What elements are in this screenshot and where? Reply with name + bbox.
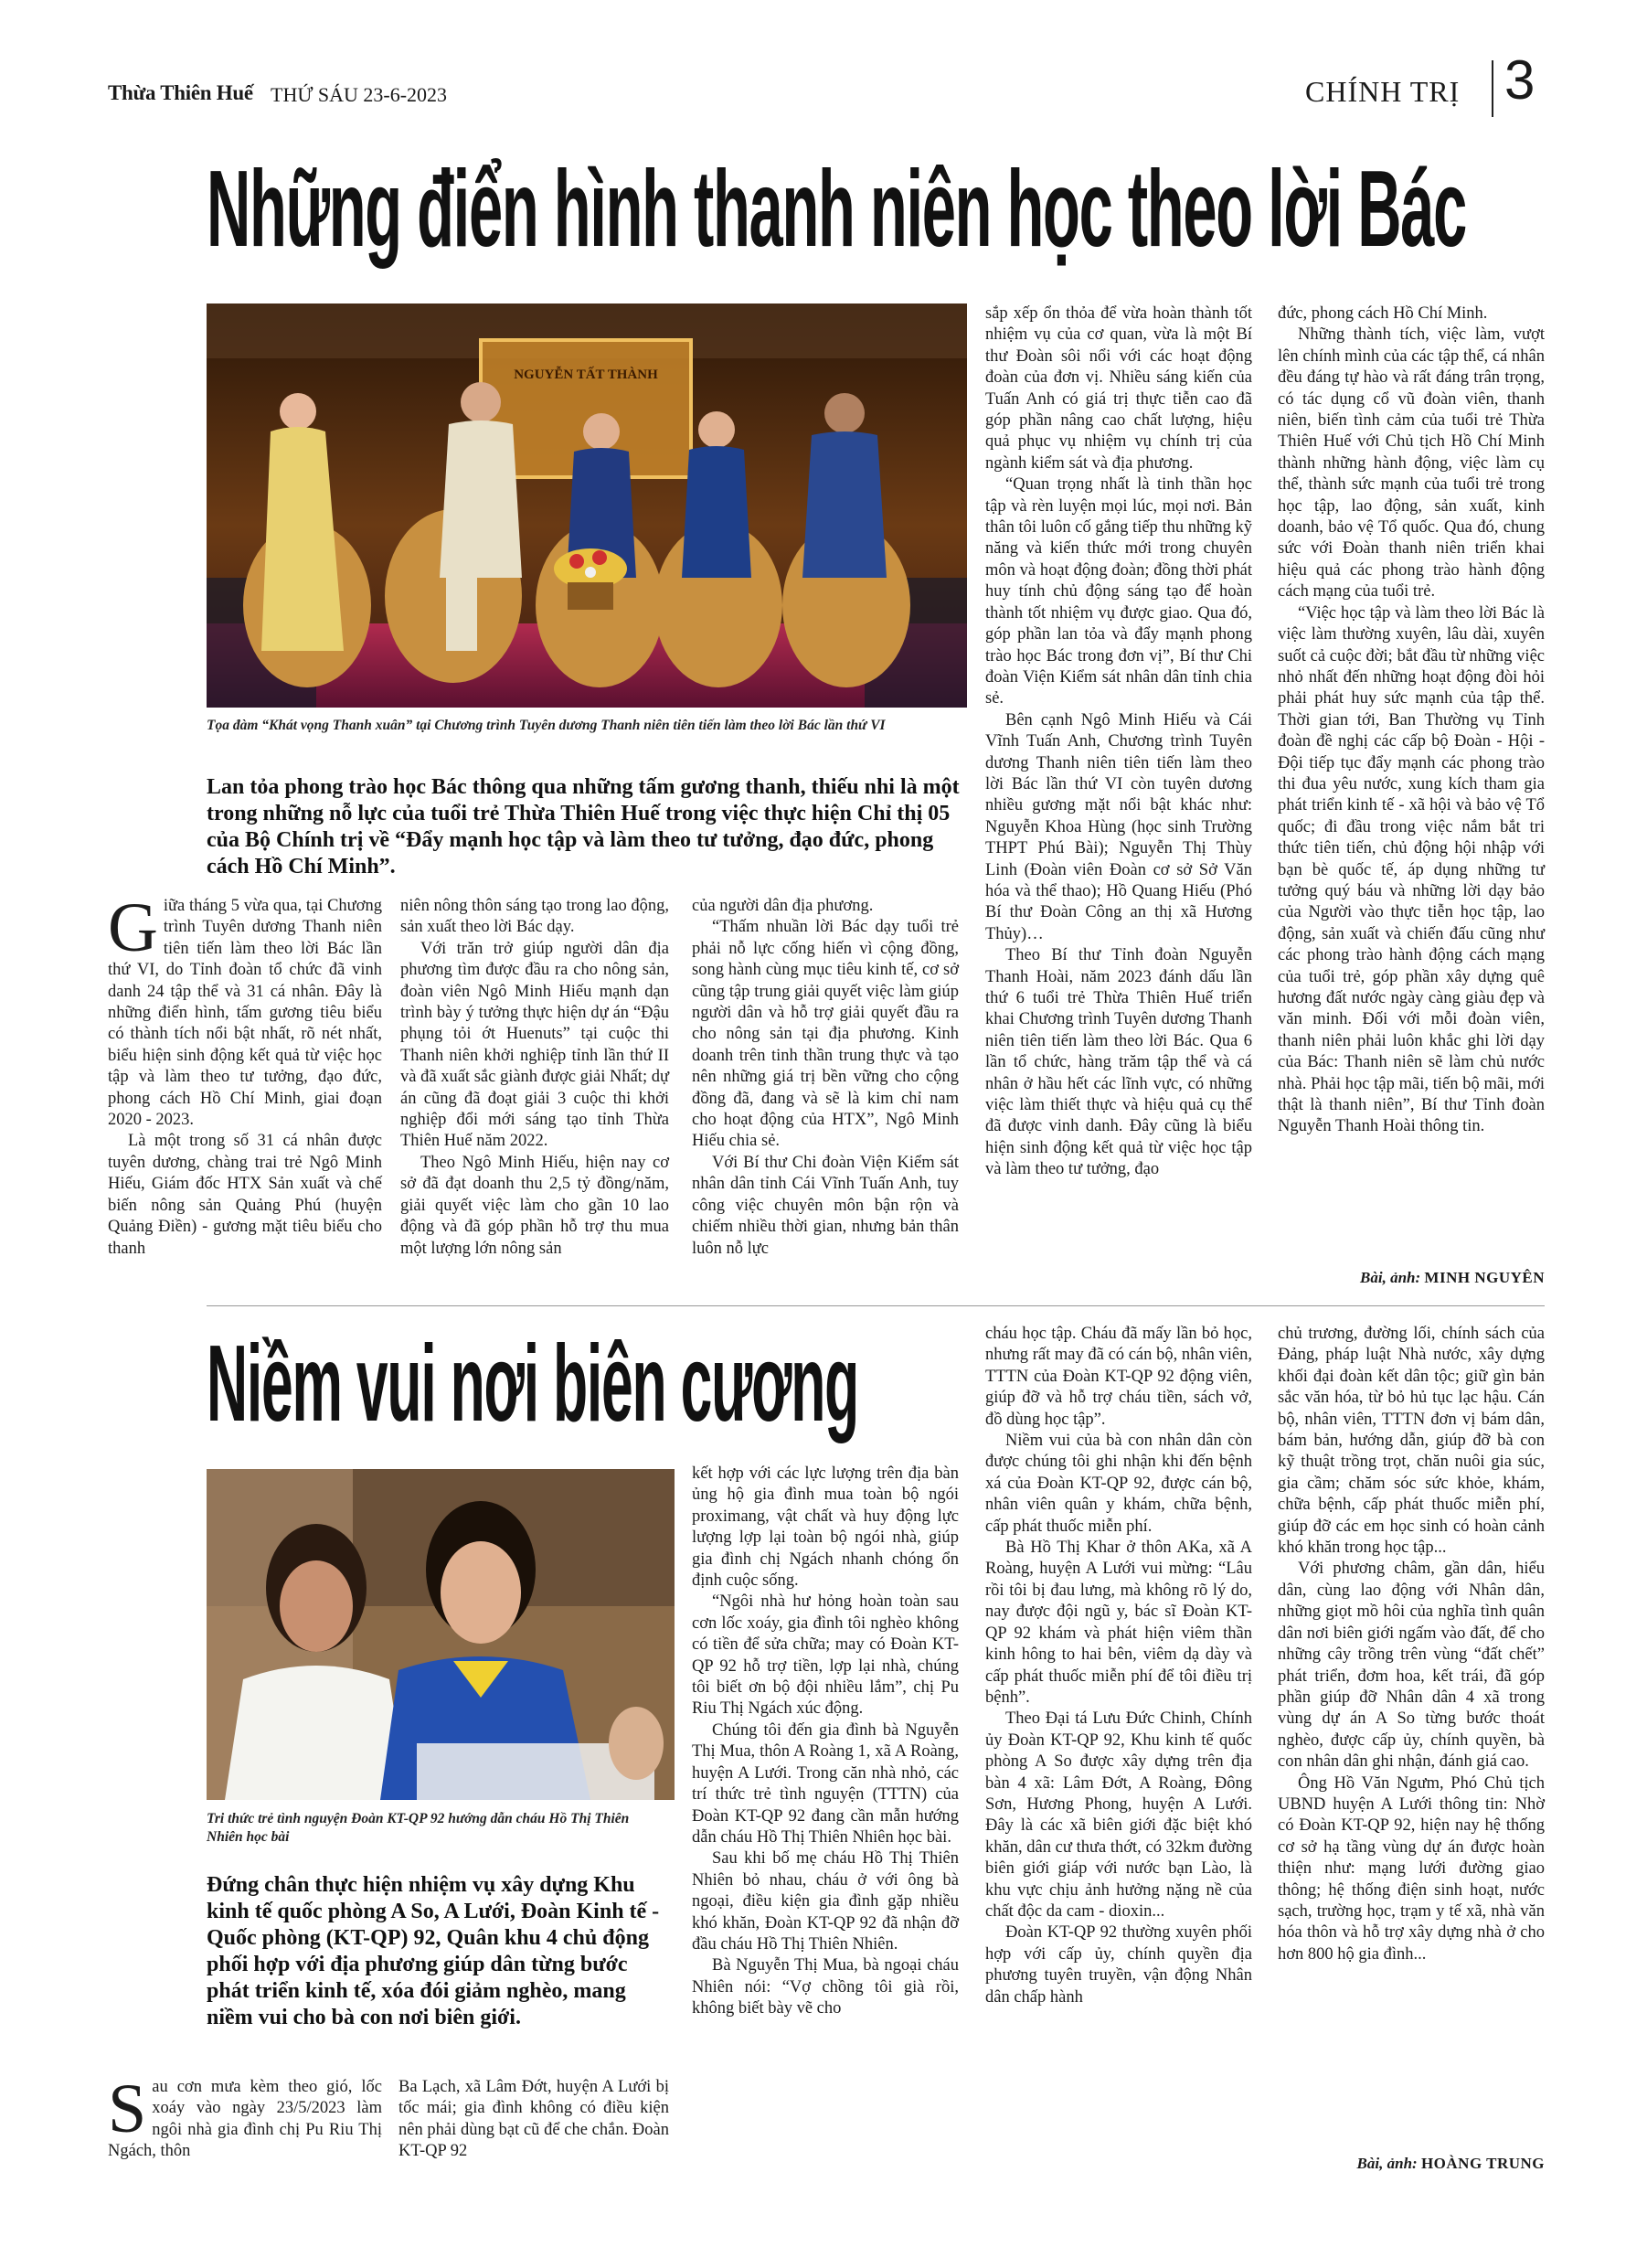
- article1-paragraph: Những thành tích, việc làm, vượt lên chính mình của các tập thể, cá nhân đều đáng tự hào và rất đáng trân trọng, có tác dụng cổ vũ đoàn viên, thanh niên, biến tình cảm của tuổi trẻ Thừa Thiên Huế với Chủ tịch Hồ Chí Minh thành những hành động, việc làm cụ thể, thành sức mạnh của tuổi trẻ trong học tập, lao động, sản xuất, kinh doanh, bảo vệ Tổ quốc. Qua đó, chung sức với Đoàn thanh niên triển khai hiệu quả các phong trào hành động cách mạng của tuổi trẻ.: [1278, 325, 1545, 602]
- article2-paragraph: Ba Lạch, xã Lâm Đớt, huyện A Lưới bị tốc mái; gia đình không có điều kiện nên phải dùng bạt cũ để che chắn. Đoàn KT-QP 92: [398, 2078, 669, 2161]
- article2-column-4: [985, 1324, 1252, 2008]
- article2-paragraph: chủ trương, đường lối, chính sách của Đảng, pháp luật Nhà nước, xây dựng khối đại đoàn kết dân tộc; giữ gìn bản sắc văn hóa, từ bỏ hủ tục lạc hậu. Cán bộ, nhân viên, TTTN đơn vị bám dân, bám bản, hướng dẫn, giúp đỡ bà con kỹ thuật trồng trọt, chăn nuôi gia súc, gia cầm; chăm sóc sức khỏe, khám, chữa bệnh, cấp phát thuốc miễn phí, giúp đỡ các em học sinh có hoàn cảnh khó khăn trong học tập...: [1278, 1325, 1545, 1558]
- photo-sign-text: NGUYỄN TẤT THÀNH: [514, 367, 658, 382]
- article2-paragraph: Chúng tôi đến gia đình bà Nguyễn Thị Mua, thôn A Roàng 1, xã A Roàng, huyện A Lưới. Trong căn nhà nhỏ, các trí thức trẻ tình nguyện (TTTN) của Đoàn KT-QP 92 đang cần mẫn hướng dẫn cháu Hồ Thị Thiên Nhiên học bài.: [692, 1720, 959, 1847]
- article1-paragraph: Theo Bí thư Tỉnh đoàn Nguyễn Thanh Hoài, năm 2023 đánh dấu lần thứ 6 tuổi trẻ Thừa Thiên Huế triển khai Chương trình Tuyên dương Thanh niên tiên tiến làm theo lời Bác. Qua 6 lần tổ chức, hàng trăm tập thể và cá nhân ở hầu hết các lĩnh vực, có những việc làm thiết thực và hiệu quả cụ thể đã được vinh danh. Đây cũng là biểu hiện sinh động kết quả từ việc học tập và làm theo tư tưởng, đạo: [985, 946, 1252, 1179]
- article2-paragraph: Đoàn KT-QP 92 thường xuyên phối hợp với cấp ủy, chính quyền địa phương tuyên truyền, vận động Nhân dân chấp hành: [985, 1923, 1252, 2007]
- article2-paragraph: au cơn mưa kèm theo gió, lốc xoáy vào ngày 23/5/2023 làm ngôi nhà gia đình chị Pu Riu Thị Ngách, thôn: [108, 2078, 382, 2161]
- issue-date: THỨ SÁU 23-6-2023: [271, 83, 448, 106]
- article1-dropcap: G: [108, 889, 158, 966]
- article2-column-2: [398, 2077, 669, 2163]
- article1-paragraph: Với Bí thư Chi đoàn Viện Kiểm sát nhân dân tỉnh Cái Vĩnh Tuấn Anh, tuy công việc chuyên môn bận rộn và chiếm nhiều thời gian, nhưng bản thân luôn nỗ lực: [692, 1153, 959, 1258]
- article2-paragraph: Sau khi bố mẹ cháu Hồ Thị Thiên Nhiên bỏ nhau, cháu ở với ông bà ngoại, điều kiện gia đình gặp nhiều khó khăn, Đoàn KT-QP 92 đã nhận đỡ đầu cháu Hồ Thị Thiên Nhiên.: [692, 1849, 959, 1954]
- article1-column-4: [985, 303, 1252, 1181]
- article1-column-2: [400, 896, 669, 1260]
- article1-headline: Những điển hình thanh niên học theo lời Bác: [207, 149, 1467, 271]
- article1-paragraph: của người dân địa phương.: [692, 897, 874, 915]
- article1-paragraph: sắp xếp ổn thỏa để vừa hoàn thành tốt nhiệm vụ của cơ quan, vừa là một Bí thư Đoàn sôi nổi với các hoạt động đoàn của đơn vị. Nhiều sáng kiến của Tuấn Anh có giá trị thực tiễn cao đã góp phần nâng cao chất lượng, hiệu quả phục vụ nhiệm vụ chính trị của ngành kiểm sát và địa phương.: [985, 304, 1252, 473]
- article2-paragraph: Theo Đại tá Lưu Đức Chinh, Chính ủy Đoàn KT-QP 92, Khu kinh tế quốc phòng A So được xây dựng trên địa bàn 4 xã: Lâm Đớt, A Roàng, Đông Sơn, Hương Phong, huyện A Lưới. Đây là các xã biên giới đặc biệt khó khăn, dân cư thưa thớt, có 32km đường biên giới giáp với nước bạn Lào, là khu vực chịu ảnh hưởng nặng nề của chất độc da cam - dioxin...: [985, 1709, 1252, 1921]
- header-divider: [1492, 60, 1493, 117]
- article1-paragraph: niên nông thôn sáng tạo trong lao động, sản xuất theo lời Bác dạy.: [400, 897, 669, 937]
- article1-column-3: [692, 896, 959, 1260]
- article1-paragraph: Theo Ngô Minh Hiếu, hiện nay cơ sở đã đạt doanh thu 2,5 tỷ đồng/năm, giải quyết việc làm cho gần 10 lao động và đã góp phần hỗ trợ thu mua một lượng lớn nông sản: [400, 1153, 669, 1258]
- article1-column-1: [108, 889, 382, 1260]
- article1-photo: [207, 303, 967, 708]
- article1-lead: Lan tỏa phong trào học Bác thông qua những tấm gương thanh, thiếu nhi là một trong những nỗ lực của tuổi trẻ Thừa Thiên Huế trong việc thực hiện Chỉ thị 05 của Bộ Chính trị về “Đẩy mạnh học tập và làm theo tư tưởng, đạo đức, phong cách Hồ Chí Minh”.: [207, 775, 960, 878]
- article1-photo-caption: Tọa đàm “Khát vọng Thanh xuân” tại Chương trình Tuyên dương Thanh niên tiên tiến làm theo lời Bác lần thứ VI: [207, 718, 886, 733]
- article2-paragraph: Bà Nguyễn Thị Mua, bà ngoại cháu Nhiên nói: “Vợ chồng tôi già rồi, không biết bày vẽ cho: [692, 1956, 959, 2018]
- article1-paragraph: “Quan trọng nhất là tinh thần học tập và rèn luyện mọi lúc, mọi nơi. Bản thân tôi luôn cố gắng tiếp thu những kỹ năng và kiến thức mới trong chuyên môn và hoạt động đoàn; đồng thời phát huy tính chủ động sáng tạo để hoàn thành tốt nhiệm vụ được giao. Qua đó, góp phần lan tỏa và đẩy mạnh phong trào học Bác trong đơn vị”, Bí thư Chi đoàn Viện Kiểm sát nhân dân tỉnh chia sẻ.: [985, 475, 1252, 708]
- article2-paragraph: Bà Hồ Thị Khar ở thôn AKa, xã A Roàng, huyện A Lưới vui mừng: “Lâu rồi tôi bị đau lưng, mà không rõ lý do, nay được đội ngũ y, bác sĩ Đoàn KT-QP 92 khám và phát hiện viêm thần kinh hông to hai bên, viêm dạ dày và cấp phát thuốc miễn phí để tôi điều trị bệnh”.: [985, 1539, 1252, 1707]
- article2-byline: [1278, 2155, 1545, 2173]
- article2-photo-caption: Tri thức trẻ tình nguyện Đoàn KT-QP 92 hướng dẫn cháu Hồ Thị Thiên Nhiên học bài: [207, 1811, 630, 1845]
- article1-paragraph: “Thấm nhuần lời Bác dạy tuổi trẻ phải nỗ lực cống hiến vì cộng đồng, song hành cùng mục tiêu kinh tế, cơ sở cũng tập trung giải quyết việc làm giúp người dân và hỗ trợ giải quyết đầu ra cho nông sản tại địa phương. Kinh doanh trên tinh thần trung thực và tạo nên những giá trị bền vững cho cộng đồng đã, đang và sẽ là kim chỉ nam cho hoạt động của HTX”, Ngô Minh Hiếu chia sẻ.: [692, 918, 959, 1151]
- article2-paragraph: Niềm vui của bà con nhân dân còn được chúng tôi ghi nhận khi đến bệnh xá của Đoàn KT-QP 92, được cán bộ, nhân viên quân y khám, chữa bệnh, cấp phát thuốc miễn phí.: [985, 1432, 1252, 1536]
- byline-author: HOÀNG TRUNG: [1420, 2155, 1545, 2172]
- byline-label: Bài, ảnh:: [1356, 2155, 1418, 2172]
- article1-byline: [1278, 1269, 1545, 1287]
- page-number: 3: [1504, 49, 1535, 111]
- article2-paragraph: kết hợp với các lực lượng trên địa bàn ủng hộ gia đình mua toàn bộ ngói proximang, vật chất và huy động lực lượng lợp lại toàn bộ ngói nhà, giúp gia đình chị Ngách nhanh chóng ổn định cuộc sống.: [692, 1464, 959, 1591]
- article1-column-5: [1278, 303, 1545, 1138]
- tutoring-photo-illustration: [207, 1469, 675, 1800]
- article2-column-3: [692, 1464, 959, 2020]
- article1-paragraph: đức, phong cách Hồ Chí Minh.: [1278, 304, 1488, 323]
- article1-paragraph: iữa tháng 5 vừa qua, tại Chương trình Tuyên dương Thanh niên tiên tiến làm theo lời Bác lần thứ VI, do Tỉnh đoàn tổ chức đã vinh danh 24 tập thể và 31 cá nhân. Đây là những điển hình, tấm gương tiêu biểu có thành tích nổi bật nhất, rõ nét nhất, biểu hiện sinh động kết quả từ việc học tập và làm theo tư tưởng, đạo đức, phong cách Hồ Chí Minh, giai đoạn 2020 - 2023.: [108, 897, 382, 1130]
- article1-paragraph: “Việc học tập và làm theo lời Bác là việc làm thường xuyên, lâu dài, xuyên suốt cả cuộc đời; bắt đầu từ những việc nhỏ nhất đến những hoạt động đòi hỏi phải phát huy sức mạnh của tập thể. Thời gian tới, Ban Thường vụ Tỉnh đoàn đề nghị các cấp bộ Đoàn - Hội - Đội tiếp tục đẩy mạnh các phong trào thi đua yêu nước, xung kích tham gia phát triển kinh tế - xã hội và bảo vệ Tổ quốc; đi đầu trong việc nắm bắt tri thức tiên tiến, chủ động hội nhập với bạn bè quốc tế, áp dụng những tư tưởng quý báu và những lời dạy bảo của Người vào thực tiễn học tập, lao động, sản xuất và chiến đấu cũng như các phong trào hành động cách mạng của tuổi trẻ, góp phần xây dựng quê hương đất nước ngày càng giàu đẹp và văn minh. Đối với mỗi đoàn viên, thanh niên phải luôn khắc ghi lời dạy của Bác: Thanh niên sẽ làm chủ nước nhà. Phải học tập mãi, tiến bộ mãi, mới thật là thanh niên”, Bí thư Tỉnh đoàn Nguyễn Thanh Hoài thông tin.: [1278, 603, 1545, 1136]
- article1-paragraph: Là một trong số 31 cá nhân được tuyên dương, chàng trai trẻ Ngô Minh Hiếu, Giám đốc HTX Sản xuất và chế biến nông sản Quảng Phú (huyện Quảng Điền) - gương mặt tiêu biểu cho thanh: [108, 1132, 382, 1258]
- newspaper-name: Thừa Thiên Huế: [108, 81, 253, 104]
- article2-photo: [207, 1469, 675, 1800]
- byline-author: MINH NGUYÊN: [1424, 1269, 1545, 1286]
- talkshow-stage-illustration: [207, 303, 967, 708]
- article2-headline: Niềm vui nơi biên cương: [207, 1324, 859, 1445]
- article1-paragraph: Bên cạnh Ngô Minh Hiếu và Cái Vĩnh Tuấn Anh, Chương trình Tuyên dương Thanh niên tiên tiến làm theo lời Bác lần thứ VI còn tuyên dương nhiều gương mặt nổi bật khác như: Nguyễn Khoa Hùng (học sinh Trường THPT Phú Bài); Nguyễn Thị Thùy Linh (Đoàn viên Đoàn cơ sở Sở Văn hóa và thể thao); Hồ Quang Hiếu (Phó Bí thư Đoàn Công an thị xã Hương Thủy)…: [985, 710, 1252, 943]
- article2-paragraph: “Ngôi nhà hư hỏng hoàn toàn sau cơn lốc xoáy, gia đình tôi nghèo không có tiền để sửa chữa; may có Đoàn KT-QP 92 hỗ trợ tiền, lợp lại nhà, chúng tôi biết ơn bộ đội nhiều lắm”, chị Pu Riu Thị Ngách xúc động.: [692, 1592, 959, 1719]
- article2-column-1: [108, 2071, 382, 2163]
- article1-paragraph: Với trăn trở giúp người dân địa phương tìm được đầu ra cho nông sản, đoàn viên Ngô Minh Hiếu mạnh dạn trình bày ý tưởng thực hiện dự án “Đậu phụng tỏi ớt Huenuts” tại cuộc thi Thanh niên khởi nghiệp tỉnh lần thứ II và đã xuất sắc giành được giải Nhất; dự án cũng đã đoạt giải 3 cuộc thi khởi nghiệp đổi mới sáng tạo tỉnh Thừa Thiên Huế năm 2022.: [400, 939, 669, 1151]
- section-title: CHÍNH TRỊ: [1305, 75, 1461, 108]
- article2-lead: Đứng chân thực hiện nhiệm vụ xây dựng Khu kinh tế quốc phòng A So, A Lưới, Đoàn Kinh tế - Quốc phòng (KT-QP) 92, Quân khu 4 chủ động phối hợp với địa phương giúp dân từng bước phát triển kinh tế, xóa đói giảm nghèo, mang niềm vui cho bà con nơi biên giới.: [207, 1873, 660, 2029]
- article2-paragraph: cháu học tập. Cháu đã mấy lần bỏ học, nhưng rất may đã có cán bộ, nhân viên, TTTN của Đoàn KT-QP 92 động viên, giúp đỡ và hỗ trợ cháu tiền, sách vở, đồ dùng học tập”.: [985, 1325, 1252, 1429]
- article2-paragraph: Với phương châm, gần dân, hiểu dân, cùng lao động với Nhân dân, những giọt mồ hôi của nghĩa tình quân dân nơi biên giới ngấm vào đất, để cho những cây trồng trên vùng “đất chết” phát triển, đơm hoa, kết trái, đã góp phần giúp đỡ Nhân dân 4 xã trong vùng dự án A So từng bước thoát nghèo, được cấp ủy, chính quyền, bà con nhân dân ghi nhận, đánh giá cao.: [1278, 1560, 1545, 1772]
- article2-paragraph: Ông Hồ Văn Ngưm, Phó Chủ tịch UBND huyện A Lưới thông tin: Nhờ có Đoàn KT-QP 92, hiện nay hệ thống cơ sở hạ tầng vùng dự án được hoàn thiện như: mạng lưới đường giao thông; hệ thống điện sinh hoạt, nước sạch, trường học, trạm y tế xã, nhà văn hóa thôn và hỗ trợ xây dựng nhà ở cho hơn 800 hộ gia đình...: [1278, 1773, 1545, 1964]
- article2-dropcap: S: [108, 2071, 147, 2147]
- byline-label: Bài, ảnh:: [1360, 1269, 1421, 1286]
- article-divider: [207, 1305, 1545, 1306]
- article2-column-5: [1278, 1324, 1545, 1965]
